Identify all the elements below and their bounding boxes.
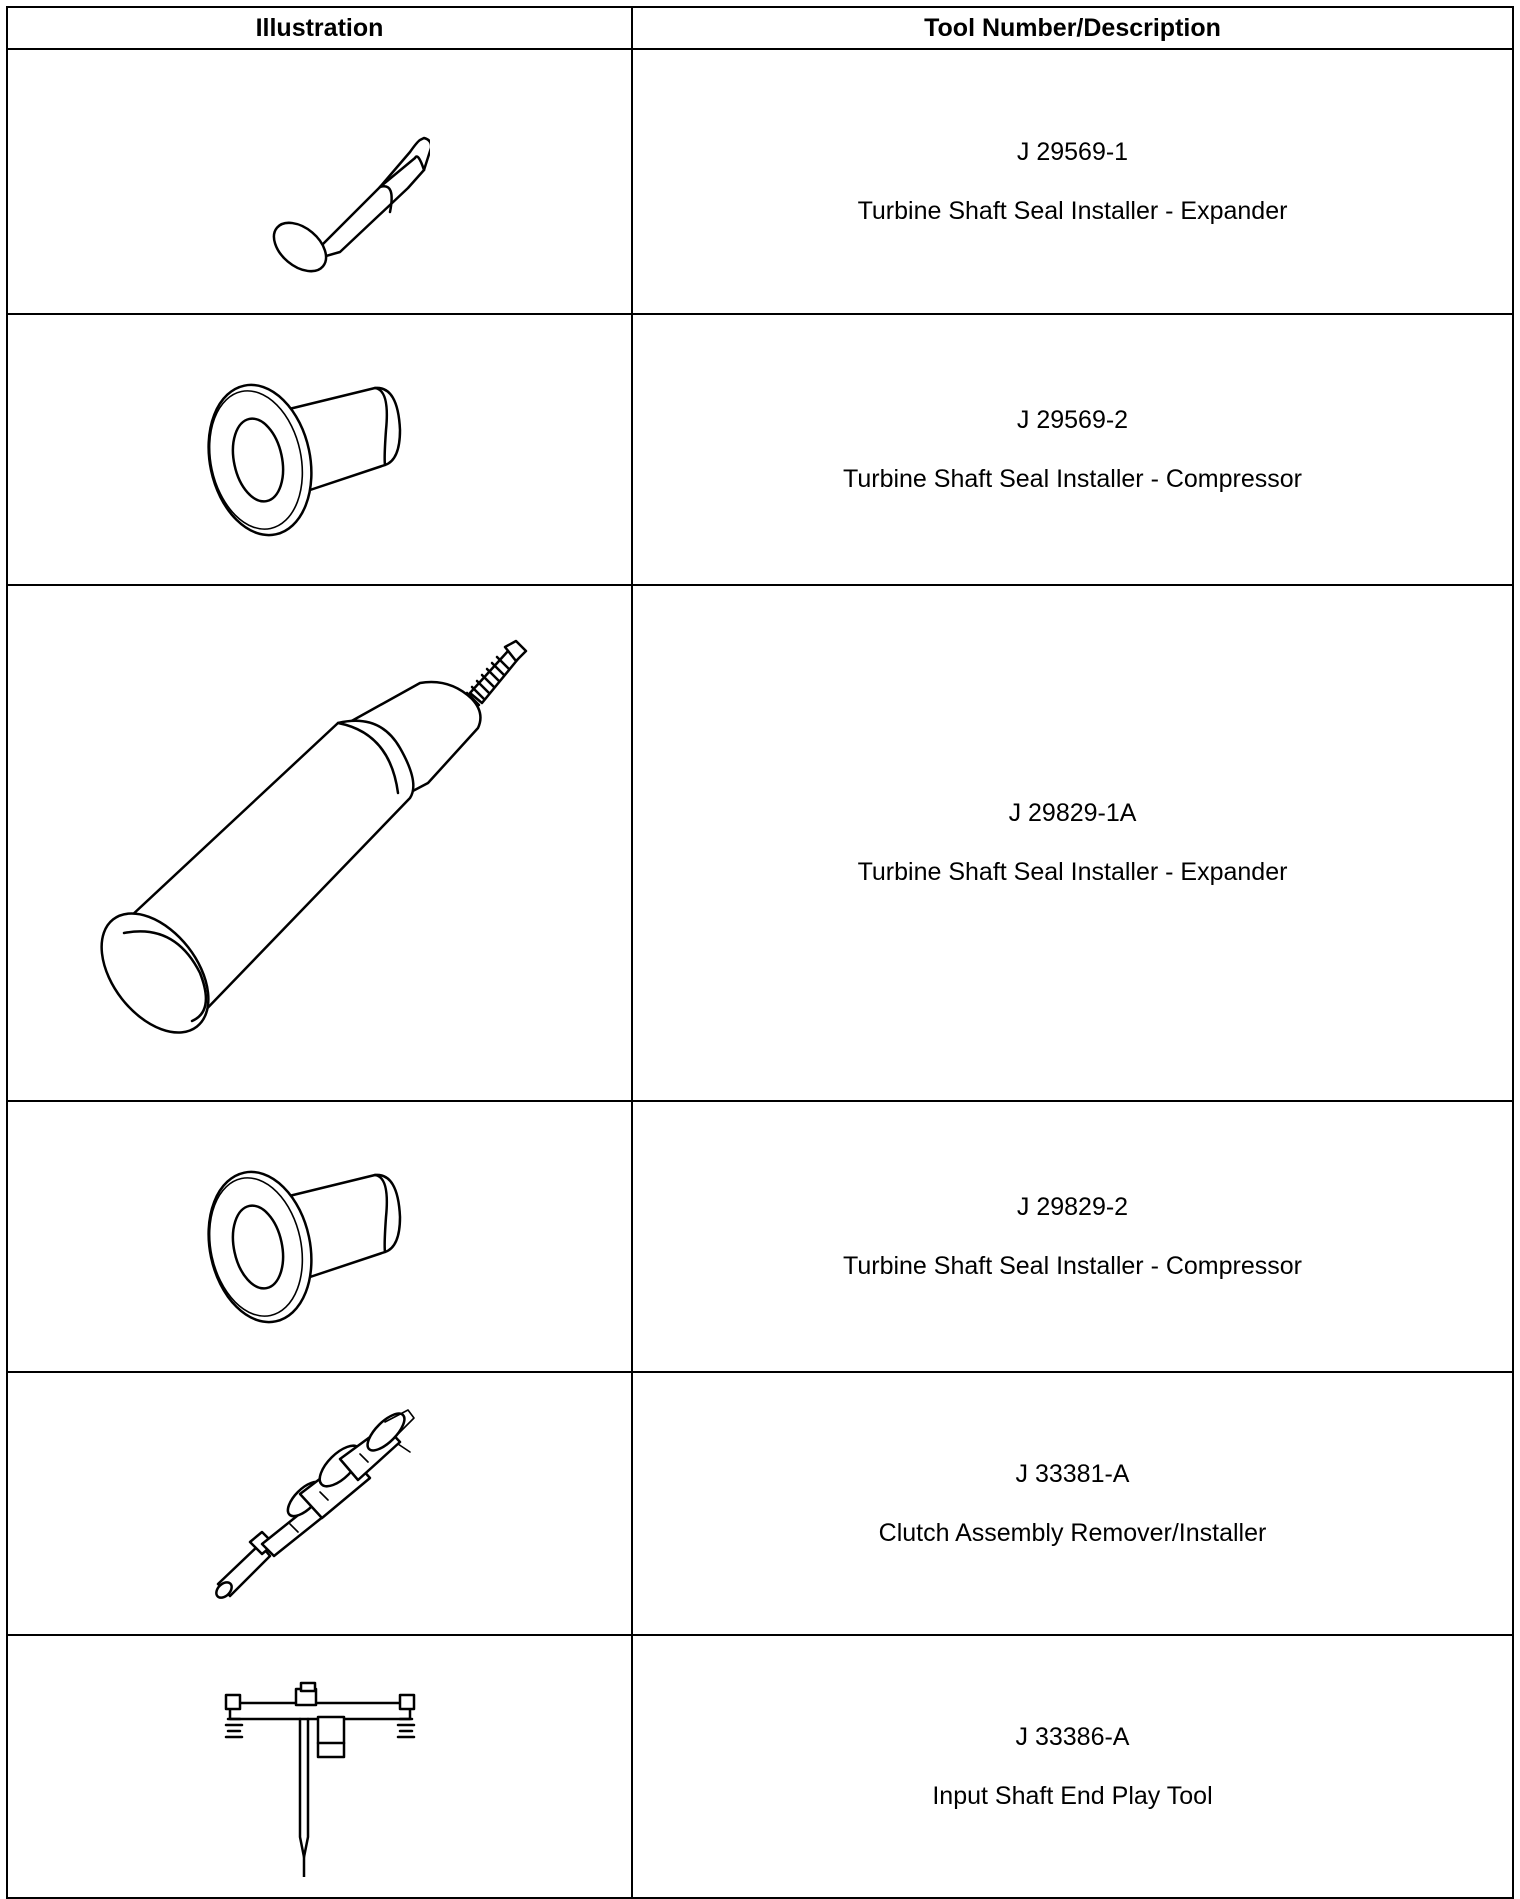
tool-name: Input Shaft End Play Tool	[932, 1781, 1213, 1810]
small-expander-icon	[210, 82, 430, 282]
description-cell	[632, 314, 1513, 585]
table-row	[7, 314, 1513, 585]
tool-name: Turbine Shaft Seal Installer - Expander	[857, 858, 1288, 886]
table-row	[7, 49, 1513, 314]
table-row	[7, 585, 1513, 1101]
tool-number: J 33381-A	[1015, 1459, 1130, 1488]
illustration-cell	[7, 1635, 632, 1898]
table-row	[7, 1372, 1513, 1635]
tool-name: Turbine Shaft Seal Installer - Compressor	[843, 1251, 1302, 1280]
tool-number: J 33386-A	[1015, 1722, 1130, 1751]
header-row	[7, 7, 1513, 49]
header-illustration: Illustration	[7, 7, 632, 49]
compressor-icon	[200, 1137, 440, 1337]
illustration-cell	[7, 314, 632, 585]
tool-table	[6, 6, 1514, 1899]
description-cell	[632, 49, 1513, 314]
illustration-cell	[7, 1101, 632, 1372]
description-cell	[632, 585, 1513, 1101]
tool-name: Turbine Shaft Seal Installer - Expander	[857, 196, 1288, 225]
tool-number: J 29829-2	[1016, 1192, 1129, 1221]
description-cell	[632, 1635, 1513, 1898]
description-cell	[632, 1372, 1513, 1635]
end-play-tool-icon	[200, 1657, 440, 1877]
illustration-cell	[7, 49, 632, 314]
tool-name: Clutch Assembly Remover/Installer	[878, 1518, 1267, 1547]
illustration-cell	[7, 1372, 632, 1635]
compressor-icon	[200, 350, 440, 550]
tool-name: Turbine Shaft Seal Installer - Compressor	[843, 464, 1302, 493]
table-row	[7, 1101, 1513, 1372]
illustration-cell	[7, 585, 632, 1101]
large-expander-icon	[80, 633, 560, 1053]
description-cell	[632, 1101, 1513, 1372]
table-row	[7, 1635, 1513, 1898]
tool-number: J 29829-1A	[1008, 799, 1137, 827]
clutch-tool-icon	[200, 1404, 440, 1604]
tool-number: J 29569-2	[1016, 405, 1129, 434]
tool-number: J 29569-1	[1016, 137, 1129, 166]
header-description: Tool Number/Description	[632, 7, 1513, 49]
